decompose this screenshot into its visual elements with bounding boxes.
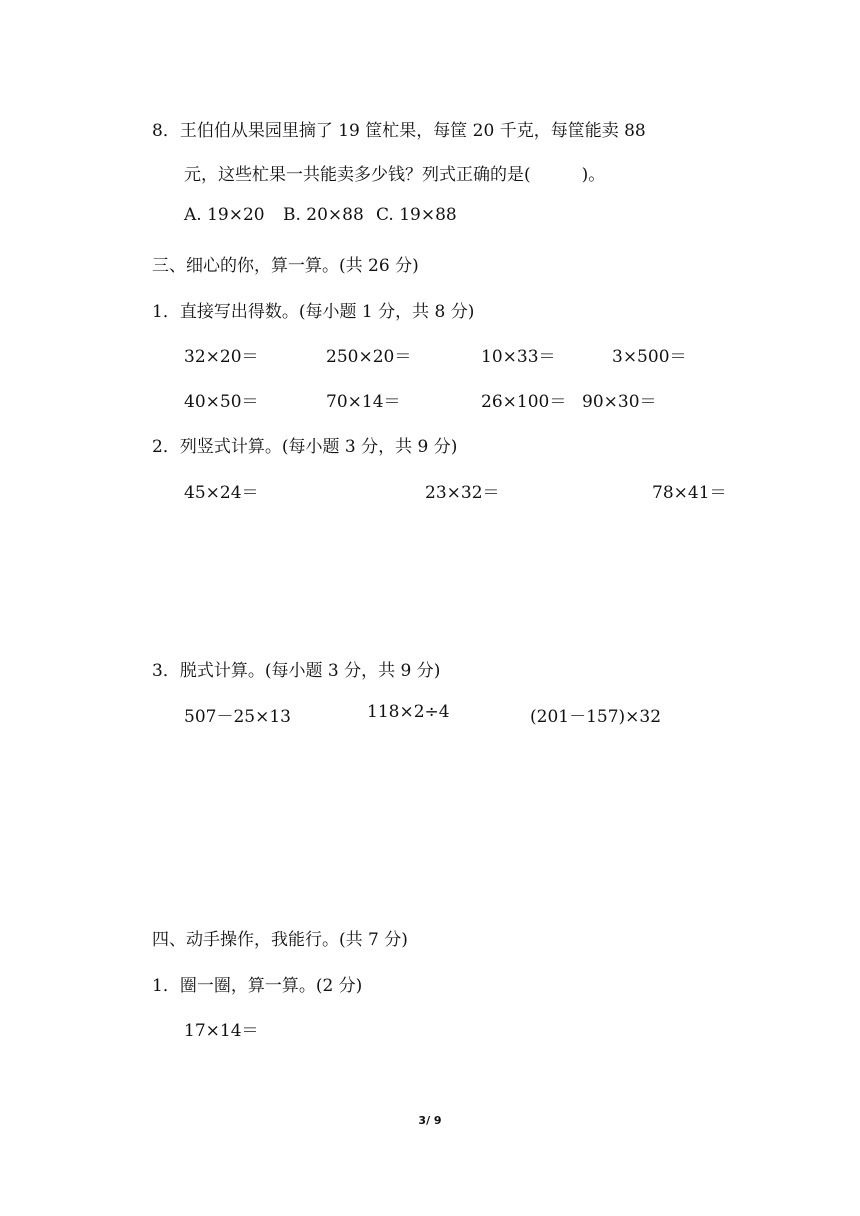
mental-math-item: 250×20＝ xyxy=(326,347,412,367)
option-c: C. 19×88 xyxy=(376,205,457,225)
step-calc-item: (201－157)×32 xyxy=(530,707,662,727)
section-3-part-3-title: 3．脱式计算。(每小题 3 分，共 9 分) xyxy=(152,661,441,681)
mental-math-item: 3×500＝ xyxy=(612,347,687,367)
vertical-calc-item: 78×41＝ xyxy=(652,483,727,503)
mental-math-item: 90×30＝ xyxy=(582,392,657,412)
mental-math-item: 26×100＝ xyxy=(481,392,567,412)
question-8-line-2: 元，这些杧果一共能卖多少钱？列式正确的是( )。 xyxy=(184,165,606,185)
vertical-calc-item: 45×24＝ xyxy=(184,483,259,503)
section-3-part-1-title: 1．直接写出得数。(每小题 1 分，共 8 分) xyxy=(152,302,475,322)
option-a: A. 19×20 xyxy=(184,205,265,225)
circle-calc-item: 17×14＝ xyxy=(184,1021,259,1041)
mental-math-item: 10×33＝ xyxy=(481,347,556,367)
step-calc-item: 118×2÷4 xyxy=(367,702,450,722)
section-3-part-2-title: 2．列竖式计算。(每小题 3 分，共 9 分) xyxy=(152,437,458,457)
step-calc-item: 507－25×13 xyxy=(184,707,291,727)
vertical-calc-item: 23×32＝ xyxy=(425,483,500,503)
option-b: B. 20×88 xyxy=(283,205,364,225)
section-4-part-1-title: 1．圈一圈，算一算。(2 分) xyxy=(152,976,363,996)
mental-math-item: 40×50＝ xyxy=(184,392,259,412)
mental-math-item: 70×14＝ xyxy=(326,392,401,412)
question-8-line-1: 8．王伯伯从果园里摘了 19 筐杧果，每筐 20 千克，每筐能卖 88 xyxy=(152,121,646,141)
section-3-title: 三、细心的你，算一算。(共 26 分) xyxy=(152,256,419,276)
section-4-title: 四、动手操作，我能行。(共 7 分) xyxy=(152,930,408,950)
page-number: 3/ 9 xyxy=(418,1114,442,1127)
mental-math-item: 32×20＝ xyxy=(184,347,259,367)
